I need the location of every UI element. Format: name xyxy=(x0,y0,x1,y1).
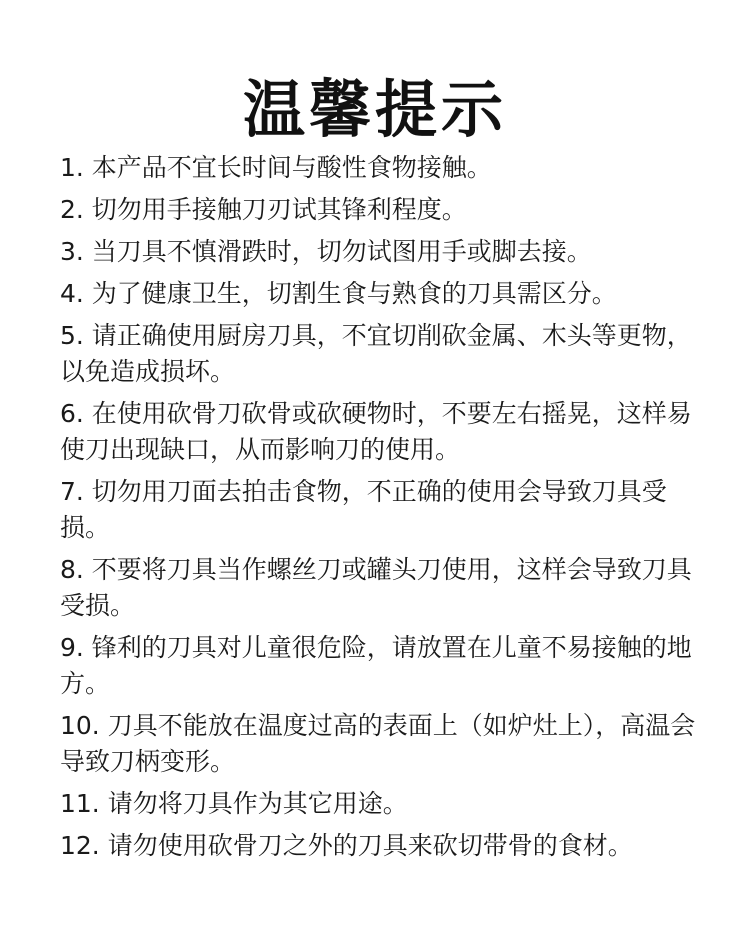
tip-item: 9. 锋利的刀具对儿童很危险，请放置在儿童不易接触的地方。 xyxy=(60,633,692,698)
tip-item: 7. 切勿用刀面去拍击食物，不正确的使用会导致刀具受损。 xyxy=(60,477,667,542)
tip-item: 5. 请正确使用厨房刀具，不宜切削砍金属、木头等更物，以免造成损坏。 xyxy=(60,321,692,386)
tip-item: 2. 切勿用手接触刀刃试其锋利程度。 xyxy=(60,195,467,224)
tip-item: 10. 刀具不能放在温度过高的表面上（如炉灶上），高温会导致刀柄变形。 xyxy=(60,711,696,776)
tip-item: 12. 请勿使用砍骨刀之外的刀具来砍切带骨的食材。 xyxy=(60,831,633,860)
tip-item: 11. 请勿将刀具作为其它用途。 xyxy=(60,789,408,818)
tips-list xyxy=(60,150,700,870)
tip-item: 4. 为了健康卫生，切割生食与熟食的刀具需区分。 xyxy=(60,279,617,308)
page-title: 温馨提示 xyxy=(242,72,507,146)
tip-item: 3. 当刀具不慎滑跌时，切勿试图用手或脚去接。 xyxy=(60,237,592,266)
tip-item: 8. 不要将刀具当作螺丝刀或罐头刀使用，这样会导致刀具受损。 xyxy=(60,555,692,620)
tip-item: 6. 在使用砍骨刀砍骨或砍硬物时，不要左右摇晃，这样易使刀出现缺口，从而影响刀的使用。 xyxy=(60,399,692,464)
tip-item: 1. 本产品不宜长时间与酸性食物接触。 xyxy=(60,153,492,182)
